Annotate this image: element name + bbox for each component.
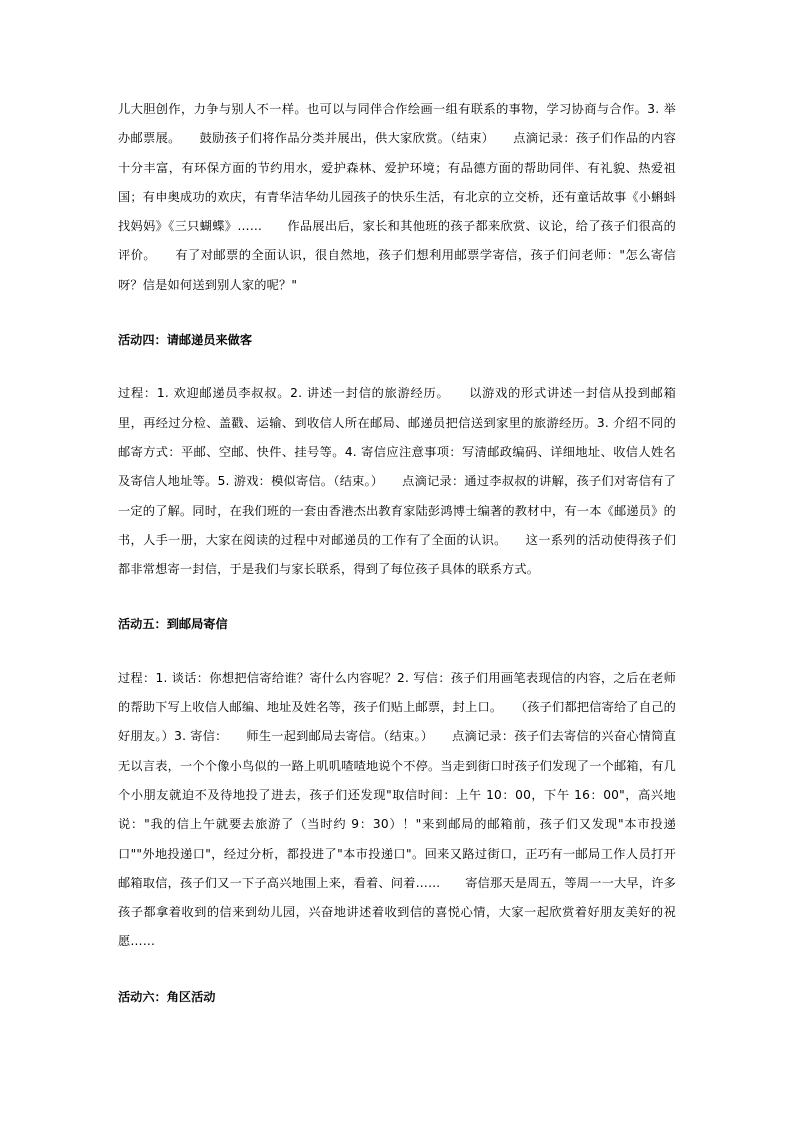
document-page	[118, 95, 676, 1012]
heading-activity-5: 活动五：到邮局寄信	[118, 617, 228, 632]
heading-activity-6: 活动六：角区活动	[118, 989, 216, 1004]
paragraph-stamp-exhibition: 儿大胆创作，力争与别人不一样。也可以与同伴合作绘画一组有联系的事物，学习协商与合作。3. 举办邮票展。 鼓励孩子们将作品分类并展出，供大家欣赏。（结束） 点滴记录：孩子们作品的内容十分丰富，有环保方面的节约用水，爱护森林、爱护环境；有品德方面的帮助同伴、有礼貌、热爱祖国；有申奥成功的欢庆，有青华洁华幼儿园孩子的快乐生活，有北京的立交桥，还有童话故事《小蝌蚪找妈妈》《三只蝴蝶》…… 作品展出后，家长和其他班的孩子都来欣赏、议论，给了孩子们很高的评价。 有了对邮票的全面认识，很自然地，孩子们想利用邮票学寄信，孩子们问老师："怎么寄信呀？信是如何送到别人家的呢？"	[118, 102, 676, 292]
paragraph-post-office: 过程：1. 谈话：你想把信寄给谁？寄什么内容呢？2. 写信：孩子们用画笔表现信的内容，之后在老师的帮助下写上收信人邮编、地址及姓名等，孩子们贴上邮票，封上口。 （孩子们都把信寄给了自己的好朋友。）3. 寄信： 师生一起到邮局去寄信。（结束。） 点滴记录：孩子们去寄信的兴奋心情简直无以言表，一个个像小鸟似的一路上叽叽喳喳地说个不停。当走到街口时孩子们发现了一个邮箱，有几个小朋友就迫不及待地投了进去，孩子们还发现"取信时间：上午 10：00，下午 16：00"，高兴地说："我的信上午就要去旅游了（当时约 9：30）！"来到邮局的邮箱前，孩子们又发现"本市投递口""外地投递口"，经过分析，都投进了"本市投递口"。回来又路过街口，正巧有一邮局工作人员打开邮箱取信，孩子们又一下子高兴地围上来，看着、问着…… 寄信那天是周五，等周一一大早，许多孩子都拿着收到的信来到幼儿园，兴奋地讲述着收到信的喜悦心情，大家一起欣赏着好朋友美好的祝愿……	[118, 670, 676, 949]
heading-activity-4: 活动四：请邮递员来做客	[118, 333, 253, 348]
paragraph-postman-visit: 过程：1. 欢迎邮递员李叔叔。2. 讲述一封信的旅游经历。 以游戏的形式讲述一封信从投到邮箱里，再经过分检、盖戳、运输、到收信人所在邮局、邮递员把信送到家里的旅游经历。3. 介绍不同的邮寄方式：平邮、空邮、快件、挂号等。4. 寄信应注意事项：写清邮政编码、详细地址、收信人姓名及寄信人地址等。5. 游戏：模似寄信。（结束。） 点滴记录：通过李叔叔的讲解，孩子们对寄信有了一定的了解。同时，在我们班的一套由香港杰出教育家陆彭鸿博士编著的教材中，有一本《邮递员》的书，人手一册，大家在阅读的过程中对邮递员的工作有了全面的认识。 这一系列的活动使得孩子们都非常想寄一封信，于是我们与家长联系，得到了每位孩子具体的联系方式。	[118, 386, 676, 577]
